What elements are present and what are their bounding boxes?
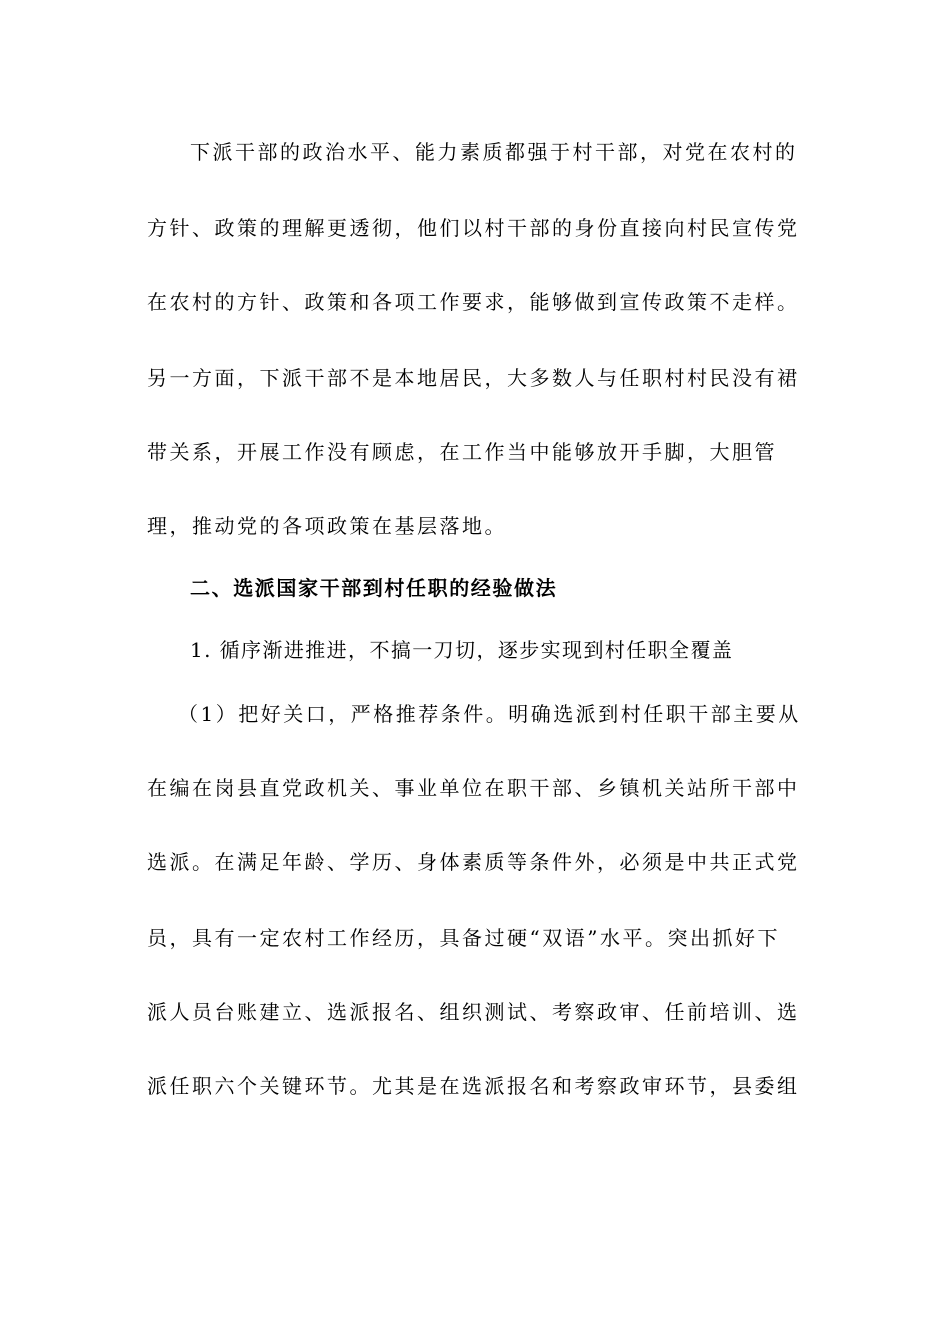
paragraph-line-3: 在农村的方针、政策和各项工作要求，能够做到宣传政策不走样。 xyxy=(147,290,800,314)
paragraph2-line-2: 在编在岗县直党政机关、事业单位在职干部、乡镇机关站所干部中 xyxy=(147,776,800,800)
paragraph2-line-4: 员，具有一定农村工作经历，具备过硬“双语”水平。突出抓好下 xyxy=(147,926,780,950)
paragraph2-line-5: 派人员台账建立、选派报名、组织测试、考察政审、任前培训、选 xyxy=(147,1000,800,1024)
paragraph-line-5: 带关系，开展工作没有顾虑，在工作当中能够放开手脚，大胆管 xyxy=(147,440,777,464)
section-heading: 二、选派国家干部到村任职的经验做法 xyxy=(190,576,558,600)
paragraph2-line-3: 选派。在满足年龄、学历、身体素质等条件外，必须是中共正式党 xyxy=(147,850,800,874)
paragraph-line-1: 下派干部的政治水平、能力素质都强于村干部，对党在农村的 xyxy=(190,140,798,164)
paragraph-line-6: 理，推动党的各项政策在基层落地。 xyxy=(147,514,507,538)
paragraph-line-2: 方针、政策的理解更透彻，他们以村干部的身份直接向村民宣传党 xyxy=(147,216,800,240)
subsection-heading: 1. 循序渐进推进，不搞一刀切，逐步实现到村任职全覆盖 xyxy=(190,638,734,662)
paragraph2-line-1: （1）把好关口，严格推荐条件。明确选派到村任职干部主要从 xyxy=(178,702,801,726)
paragraph-line-4: 另一方面，下派干部不是本地居民，大多数人与任职村村民没有裙 xyxy=(147,366,800,390)
paragraph2-line-6: 派任职六个关键环节。尤其是在选派报名和考察政审环节，县委组 xyxy=(147,1074,800,1098)
